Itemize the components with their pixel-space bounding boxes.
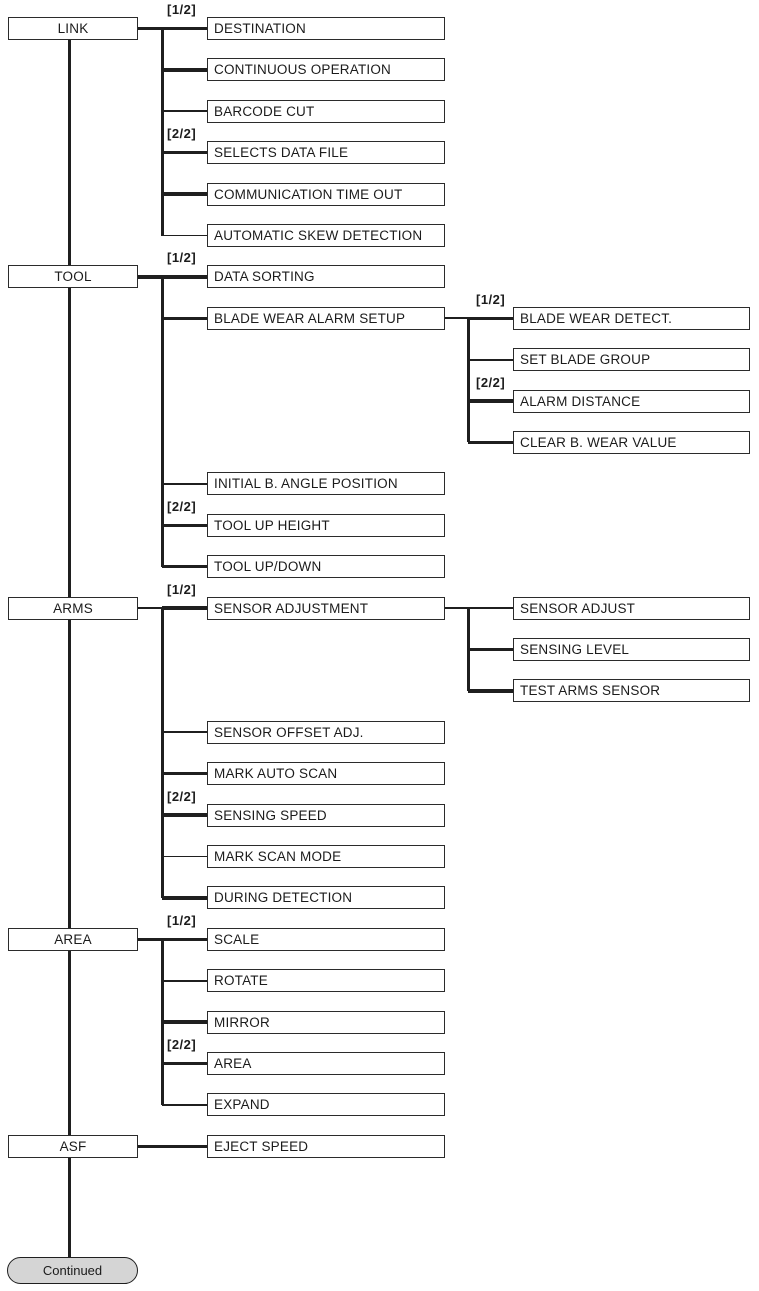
connector-line (162, 980, 207, 982)
menu-item-sensor-adjust: SENSOR ADJUST (513, 597, 750, 620)
connector-line (162, 1020, 207, 1023)
menu-item-sensing-speed: SENSING SPEED (207, 804, 445, 827)
menu-item-destination: DESTINATION (207, 17, 445, 40)
connector-line (162, 1104, 207, 1106)
page-indicator-label: [1/2] (476, 291, 506, 307)
menu-group-box-link: LINK (8, 17, 138, 40)
menu-item-tool-up-down: TOOL UP/DOWN (207, 555, 445, 578)
connector-line (138, 27, 162, 30)
branch-spine-line (161, 29, 164, 236)
branch-spine-line (161, 608, 164, 898)
menu-item-selects-data-file: SELECTS DATA FILE (207, 141, 445, 164)
connector-line (162, 317, 207, 320)
connector-line (138, 1145, 207, 1148)
page-indicator-label: [2/2] (167, 1037, 197, 1052)
connector-line (138, 607, 162, 609)
menu-group-box-asf: ASF (8, 1135, 138, 1158)
menu-item-rotate: ROTATE (207, 969, 445, 992)
menu-item-test-arms-sensor: TEST ARMS SENSOR (513, 679, 750, 702)
page-indicator-label: [2/2] (476, 374, 506, 390)
connector-line (162, 524, 207, 527)
menu-item-set-blade-group: SET BLADE GROUP (513, 348, 750, 371)
menu-item-scale: SCALE (207, 928, 445, 951)
connector-line (162, 856, 207, 858)
connector-line (162, 275, 207, 278)
menu-item-clear-b-wear-value: CLEAR B. WEAR VALUE (513, 431, 750, 454)
continued-pill: Continued (7, 1257, 138, 1284)
connector-line (162, 565, 207, 568)
connector-line (468, 441, 513, 444)
menu-item-expand: EXPAND (207, 1093, 445, 1116)
menu-item-sensor-adjustment: SENSOR ADJUSTMENT (207, 597, 445, 620)
menu-item-sensor-offset-adj: SENSOR OFFSET ADJ. (207, 721, 445, 744)
menu-item-blade-wear-alarm-setup: BLADE WEAR ALARM SETUP (207, 307, 445, 330)
connector-line (162, 1062, 207, 1065)
connector-line (162, 68, 207, 71)
connector-line (468, 648, 513, 651)
menu-item-tool-up-height: TOOL UP HEIGHT (207, 514, 445, 537)
menu-item-eject-speed: EJECT SPEED (207, 1135, 445, 1158)
menu-item-mark-scan-mode: MARK SCAN MODE (207, 845, 445, 868)
page-indicator-label: [1/2] (167, 250, 197, 266)
connector-line (445, 607, 468, 609)
connector-line (162, 896, 207, 899)
page-indicator-label: [2/2] (167, 498, 197, 514)
connector-line (162, 151, 207, 154)
connector-line (162, 606, 207, 609)
menu-item-alarm-distance: ALARM DISTANCE (513, 390, 750, 413)
branch-spine-line (467, 318, 470, 442)
connector-line (468, 607, 513, 609)
connector-line (468, 689, 513, 692)
page-indicator-label: [1/2] (167, 581, 197, 597)
connector-line (468, 359, 513, 361)
connector-line (138, 938, 162, 941)
connector-line (162, 731, 207, 733)
menu-item-sensing-level: SENSING LEVEL (513, 638, 750, 661)
menu-item-blade-wear-detect: BLADE WEAR DETECT. (513, 307, 750, 330)
page-indicator-label: [1/2] (167, 2, 197, 17)
connector-line (162, 938, 207, 941)
menu-item-communication-time-out: COMMUNICATION TIME OUT (207, 183, 445, 206)
page-indicator-label: [2/2] (167, 788, 197, 804)
main-spine-line (68, 40, 71, 1258)
menu-item-during-detection: DURING DETECTION (207, 886, 445, 909)
menu-item-area: AREA (207, 1052, 445, 1075)
connector-line (468, 399, 513, 402)
connector-line (138, 275, 162, 278)
page-indicator-label: [2/2] (167, 126, 197, 142)
menu-item-automatic-skew-detection: AUTOMATIC SKEW DETECTION (207, 224, 445, 247)
connector-line (445, 317, 468, 319)
menu-item-mirror: MIRROR (207, 1011, 445, 1034)
connector-line (162, 27, 207, 30)
menu-group-box-tool: TOOL (8, 265, 138, 288)
connector-line (162, 235, 207, 237)
connector-line (162, 772, 207, 775)
menu-group-box-area: AREA (8, 928, 138, 951)
connector-line (162, 192, 207, 195)
menu-item-data-sorting: DATA SORTING (207, 265, 445, 288)
page-indicator-label: [1/2] (167, 912, 197, 928)
connector-line (162, 813, 207, 816)
connector-line (468, 317, 513, 320)
connector-line (162, 483, 207, 485)
menu-group-box-arms: ARMS (8, 597, 138, 620)
menu-item-continuous-operation: CONTINUOUS OPERATION (207, 58, 445, 81)
menu-item-initial-b-angle-position: INITIAL B. ANGLE POSITION (207, 472, 445, 495)
menu-item-mark-auto-scan: MARK AUTO SCAN (207, 762, 445, 785)
menu-item-barcode-cut: BARCODE CUT (207, 100, 445, 123)
connector-line (162, 110, 207, 112)
